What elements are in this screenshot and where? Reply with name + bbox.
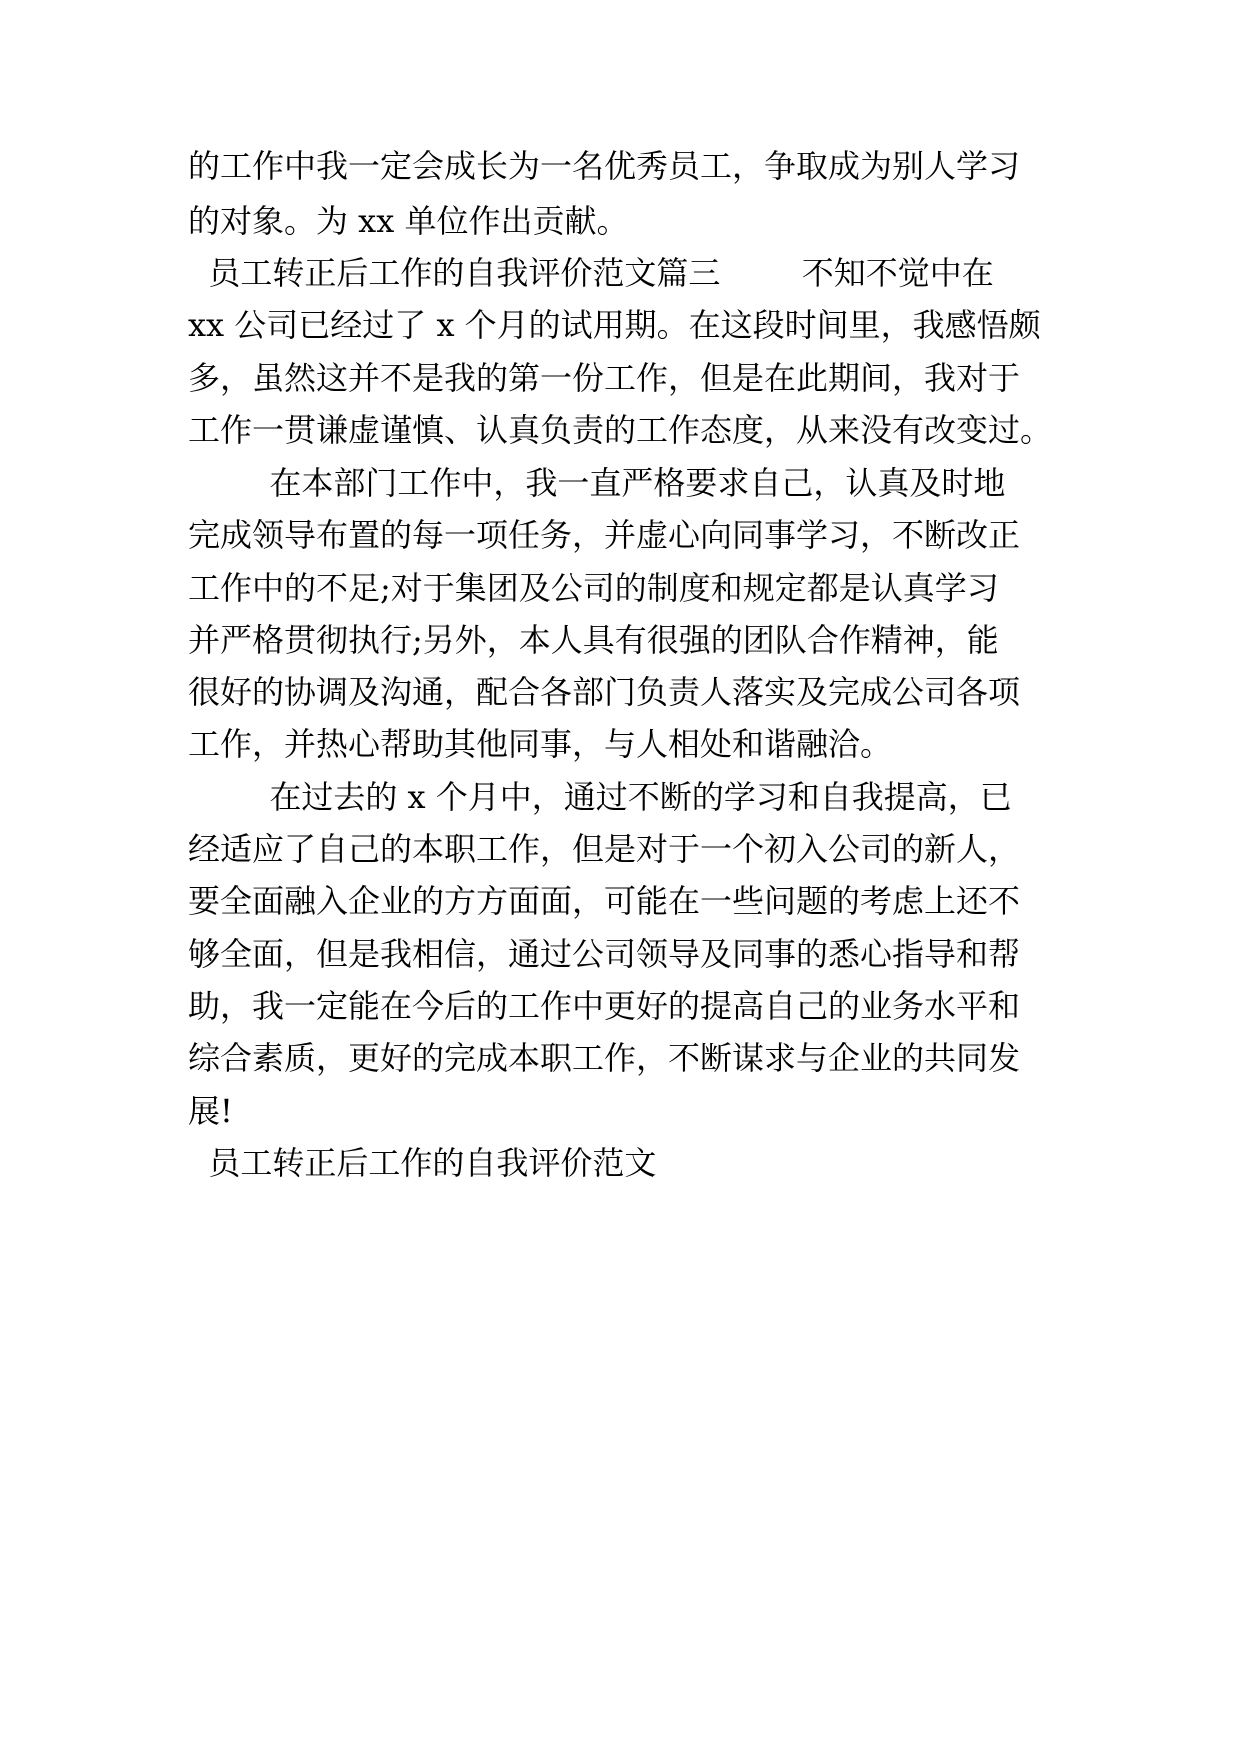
text-line-2: 的对象。为 xx 单位作出贡献。 xyxy=(188,202,629,240)
section-heading-20: 员工转正后工作的自我评价范文 xyxy=(188,1144,657,1182)
text-line-12: 工作，并热心帮助其他同事，与人相处和谐融洽。 xyxy=(188,725,893,763)
text-line-13: 在过去的 x 个月中，通过不断的学习和自我提高，已 xyxy=(188,778,1012,816)
text-line-17: 助，我一定能在今后的工作中更好的提高自己的业务水平和 xyxy=(188,987,1021,1025)
text-line-10: 并严格贯彻执行;另外，本人具有很强的团队合作精神，能 xyxy=(188,621,999,659)
section-heading-3: 员工转正后工作的自我评价范文篇三 不知不觉中在 xyxy=(188,254,994,292)
text-line-14: 经适应了自己的本职工作，但是对于一个初入公司的新人， xyxy=(188,830,1021,868)
text-line-18: 综合素质，更好的完成本职工作，不断谋求与企业的共同发 xyxy=(188,1039,1021,1077)
text-line-4: xx 公司已经过了 x 个月的试用期。在这段时间里，我感悟颇 xyxy=(188,306,1041,344)
text-line-7: 在本部门工作中，我一直严格要求自己，认真及时地 xyxy=(188,464,1006,502)
text-line-5: 多，虽然这并不是我的第一份工作，但是在此期间，我对于 xyxy=(188,359,1021,397)
text-line-9: 工作中的不足;对于集团及公司的制度和规定都是认真学习 xyxy=(188,569,999,607)
text-line-11: 很好的协调及沟通，配合各部门负责人落实及完成公司各项 xyxy=(188,673,1021,711)
text-line-15: 要全面融入企业的方方面面，可能在一些问题的考虑上还不 xyxy=(188,882,1021,920)
text-line-8: 完成领导布置的每一项任务，并虚心向同事学习，不断改正 xyxy=(188,516,1021,554)
text-line-6: 工作一贯谦虚谨慎、认真负责的工作态度，从来没有改变过。 xyxy=(188,411,1053,449)
text-line-19: 展! xyxy=(188,1092,233,1130)
text-line-1: 的工作中我一定会成长为一名优秀员工，争取成为别人学习 xyxy=(188,147,1021,185)
text-line-16: 够全面，但是我相信，通过公司领导及同事的悉心指导和帮 xyxy=(188,935,1021,973)
